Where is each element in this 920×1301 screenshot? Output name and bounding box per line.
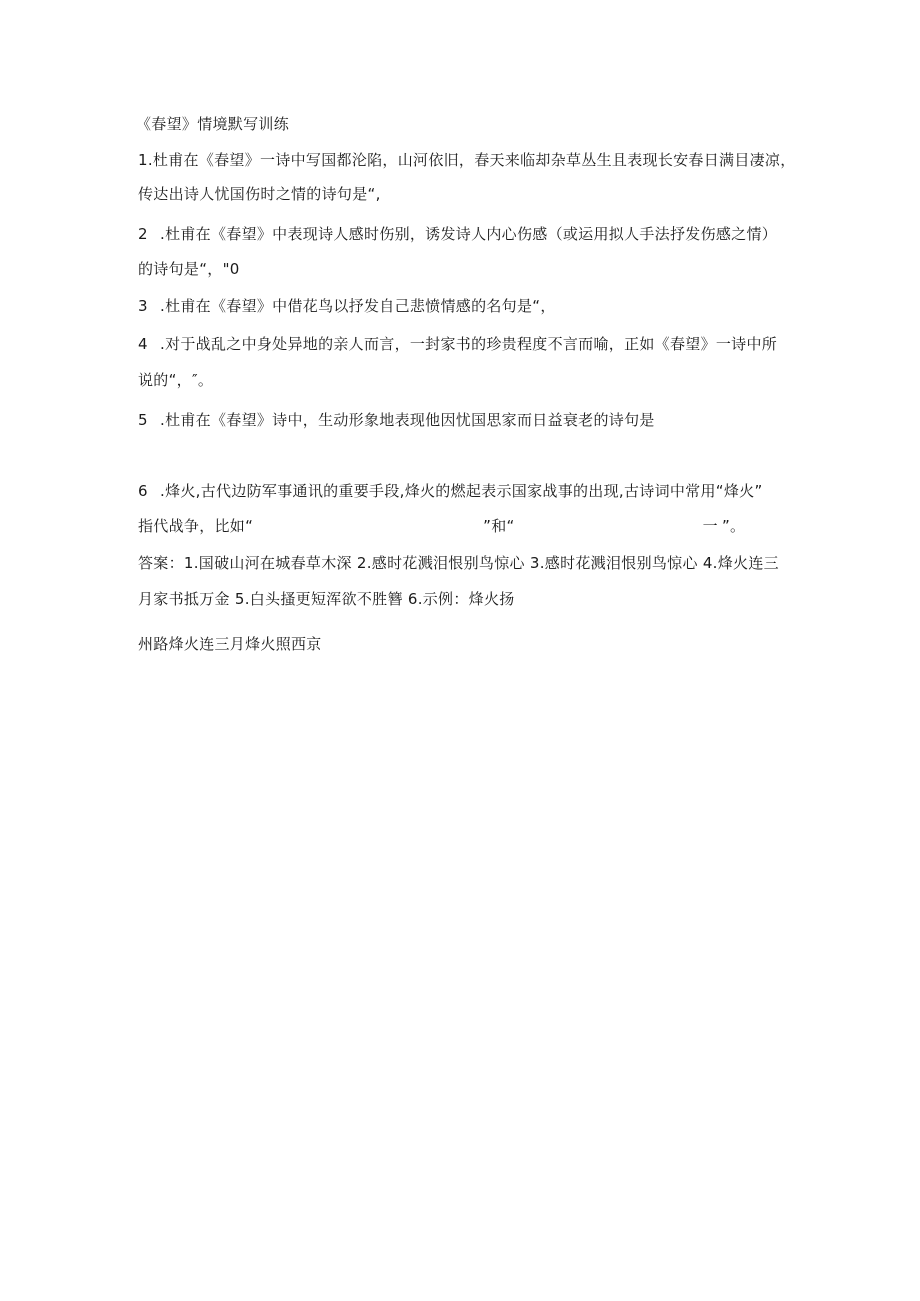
- question-2-line-1: [138, 224, 777, 244]
- question-text: 杜甫在《春望》一诗中写国都沦陷，山河依旧，春天来临却杂草丛生且表现长安春日满目凄凉，: [152, 151, 796, 169]
- answers-line-3: 州路烽火连三月烽火照西京: [138, 635, 322, 653]
- question-4-line-2: 说的“，″。: [138, 371, 214, 389]
- question-1-line-2: 传达出诗人忧国伤时之情的诗句是“,: [138, 185, 381, 203]
- question-number: 6: [138, 482, 148, 500]
- question-1-line-1: [138, 150, 796, 170]
- question-4-line-1: [138, 334, 777, 354]
- question-text: .杜甫在《春望》中表现诗人感时伤别，诱发诗人内心伤感（或运用拟人手法抒发伤感之情）: [160, 225, 778, 243]
- question-text: 一: [702, 517, 718, 535]
- question-number: 5: [138, 411, 148, 429]
- question-text: 指代战争，比如“: [138, 517, 254, 535]
- document-title: 《春望》情境默写训练: [136, 115, 290, 133]
- question-number: 2: [138, 225, 148, 243]
- question-5-line-1: [138, 410, 655, 430]
- question-text: .对于战乱之中身处异地的亲人而言，一封家书的珍贵程度不言而喻，正如《春望》一诗中所: [160, 335, 778, 353]
- question-number: 1.: [138, 151, 153, 169]
- question-number: 4: [138, 335, 148, 353]
- question-text: ”。: [721, 517, 746, 535]
- question-number: 3: [138, 297, 148, 315]
- answers-line-2: 月家书抵万金 5.白头搔更短浑欲不胜簪 6.示例：烽火扬: [138, 590, 515, 608]
- question-text: ”和“: [483, 517, 515, 535]
- question-2-line-2: 的诗句是“，"0: [138, 260, 240, 278]
- question-6-line-1: [138, 481, 763, 501]
- question-text: .杜甫在《春望》诗中，生动形象地表现他因忧国思家而日益衰老的诗句是: [160, 411, 655, 429]
- question-6-line-2: [138, 516, 745, 536]
- question-text: .杜甫在《春望》中借花鸟以抒发自己悲愤情感的名句是“，: [160, 297, 556, 315]
- question-text: .烽火,古代边防军事通讯的重要手段,烽火的燃起表示国家战事的出现,古诗词中常用“烽火”: [160, 482, 763, 500]
- answers-line-1: 答案：1.国破山河在城春草木深 2.感时花溅泪恨别鸟惊心 3.感时花溅泪恨别鸟惊心 4.烽火连三: [138, 554, 779, 572]
- question-3-line-1: [138, 296, 556, 316]
